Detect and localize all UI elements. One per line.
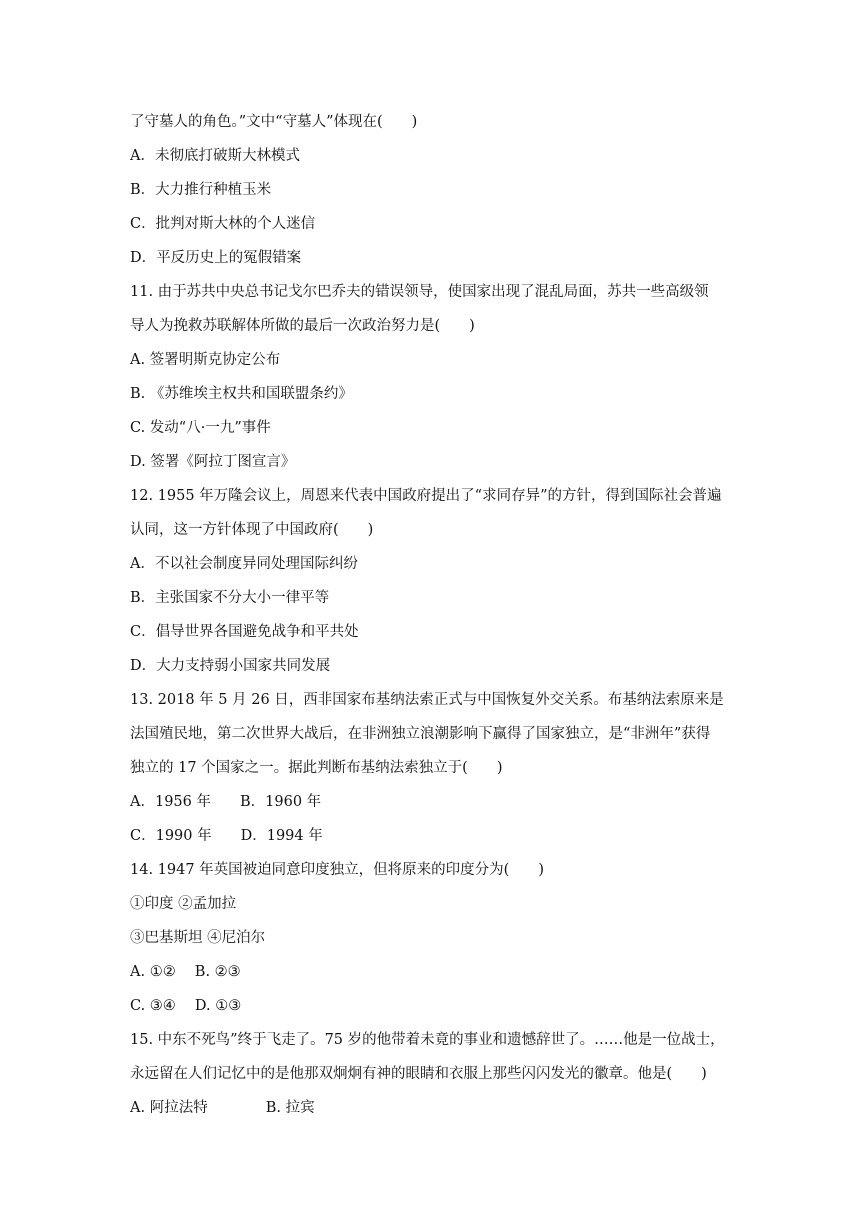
question-13-text: 13. 2018 年 5 月 26 日，西非国家布基纳法索正式与中国恢复外交关系。布基纳法索原来是 bbox=[130, 692, 724, 708]
options-a-b: A. 阿拉法特 B. 拉宾 bbox=[130, 1100, 315, 1116]
option-d: D．大力支持弱小国家共同发展 bbox=[130, 658, 331, 674]
option-a: A．未彻底打破斯大林模式 bbox=[130, 148, 300, 164]
option-d: D．平反历史上的冤假错案 bbox=[130, 250, 302, 266]
question-11-text-cont: 导人为挽救苏联解体所做的最后一次政治努力是( ) bbox=[130, 318, 475, 334]
options-c-d: C. ③④ D. ①③ bbox=[130, 998, 242, 1014]
options-a-b: A．1956 年 B．1960 年 bbox=[130, 794, 322, 810]
item-list: ③巴基斯坦 ④尼泊尔 bbox=[130, 930, 266, 946]
options-c-d: C．1990 年 D．1994 年 bbox=[130, 828, 323, 844]
question-15-text: 15. 中东不死鸟”终于飞走了。75 岁的他带着未竟的事业和遗憾辞世了。……他是一位战士， bbox=[130, 1032, 725, 1048]
question-13-text-cont: 独立的 17 个国家之一。据此判断布基纳法索独立于( ) bbox=[130, 760, 503, 776]
item-list: ①印度 ②孟加拉 bbox=[130, 896, 237, 912]
option-d: D. 签署《阿拉丁图宣言》 bbox=[130, 454, 296, 470]
option-a: A．不以社会制度异同处理国际纠纷 bbox=[130, 556, 358, 572]
option-c: C．倡导世界各国避免战争和平共处 bbox=[130, 624, 359, 640]
question-12-text-cont: 认同，这一方针体现了中国政府( ) bbox=[130, 522, 374, 538]
question-14-text: 14. 1947 年英国被迫同意印度独立，但将原来的印度分为( ) bbox=[130, 862, 544, 878]
option-b: B. 《苏维埃主权共和国联盟条约》 bbox=[130, 386, 353, 402]
question-12-text: 12. 1955 年万隆会议上，周恩来代表中国政府提出了“求同存异”的方针，得到国际社会普遍 bbox=[130, 488, 722, 504]
option-b: B．大力推行种植玉米 bbox=[130, 182, 272, 198]
option-c: C. 发动“八·一九”事件 bbox=[130, 420, 271, 436]
question-13-text-cont: 法国殖民地，第二次世界大战后，在非洲独立浪潮影响下赢得了国家独立，是“非洲年”获得 bbox=[130, 726, 711, 742]
option-a: A. 签署明斯克协定公布 bbox=[130, 352, 281, 368]
option-c: C．批判对斯大林的个人迷信 bbox=[130, 216, 316, 232]
question-11-text: 11. 由于苏共中央总书记戈尔巴乔夫的错误领导，使国家出现了混乱局面，苏共一些高级领 bbox=[130, 284, 709, 300]
text-line: 了守墓人的角色。”文中“守墓人”体现在( ) bbox=[130, 114, 418, 130]
options-a-b: A. ①② B. ②③ bbox=[130, 964, 241, 980]
question-15-text-cont: 永远留在人们记忆中的是他那双炯炯有神的眼睛和衣服上那些闪闪发光的徽章。他是( ) bbox=[130, 1066, 707, 1082]
option-b: B．主张国家不分大小一律平等 bbox=[130, 590, 330, 606]
